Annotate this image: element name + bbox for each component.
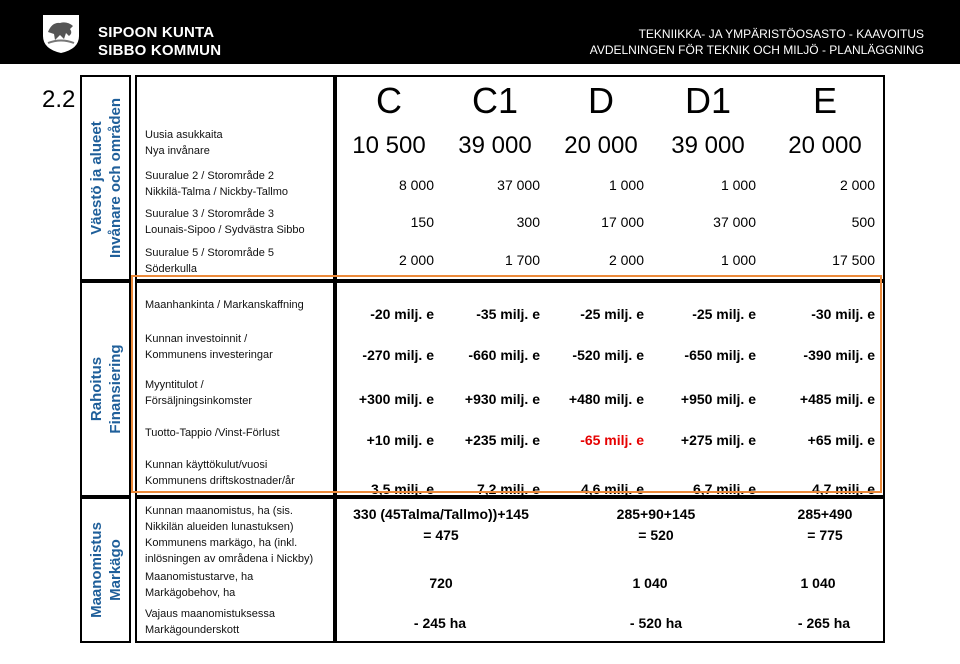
row-label-land-ownership: Kunnan maanomistus, ha (sis. Nikkilän alueiden lunastuksen) Kommunens markägo, ha (inkl. inlösningen av områdena i Nickby) — [145, 505, 314, 565]
section-financing — [80, 281, 131, 497]
operating-costs-c: 3,5 milj. e — [370, 481, 434, 497]
subarea-5-d1: 1 000 — [720, 252, 756, 268]
operating-costs-e: 4,7 milj. e — [811, 481, 875, 497]
operating-costs-d: 4,6 milj. e — [580, 481, 644, 497]
subarea-3-c: 150 — [410, 214, 434, 230]
operating-costs-c1: 7,2 milj. e — [476, 481, 540, 497]
profit-loss-c1: +235 milj. e — [464, 432, 540, 448]
new-residents-c1: 39 000 — [458, 132, 532, 159]
row-label-land-shortage: Vajaus maanomistuksessa Markägounderskott — [145, 608, 276, 636]
department-fi: TEKNIIKKA- JA YMPÄRISTÖOSASTO - KAAVOITUS — [638, 27, 924, 41]
sales-income-c1: +930 milj. e — [464, 391, 540, 407]
new-residents-d1: 39 000 — [671, 132, 745, 159]
land-demand-c: 720 — [429, 575, 453, 591]
land-shortage-e: - 265 ha — [797, 615, 851, 631]
row-label-subarea-3: Suuralue 3 / Storområde 3 Lounais-Sipoo / Sydvästra Sibbo — [145, 208, 305, 236]
column-header-d: D — [588, 80, 614, 121]
profit-loss-c: +10 milj. e — [366, 432, 434, 448]
land-shortage-c: - 245 ha — [413, 615, 467, 631]
land-acquisition-d: -25 milj. e — [580, 306, 644, 322]
org-name-sv: SIBBO KOMMUN — [98, 42, 222, 59]
section-population — [80, 75, 131, 281]
operating-costs-d1: 6,7 milj. e — [692, 481, 756, 497]
row-label-new-residents: Uusia asukkaita Nya invånare — [145, 129, 223, 157]
land-demand-d: 1 040 — [632, 575, 668, 591]
column-header-e: E — [812, 80, 838, 121]
column-header-c1: C1 — [471, 80, 519, 121]
new-residents-c: 10 500 — [352, 132, 426, 159]
land-ownership-e: 285+490 = 775 — [797, 506, 853, 543]
land-shortage-d: - 520 ha — [629, 615, 683, 631]
investments-d: -520 milj. e — [572, 347, 644, 363]
section-financing-label: Rahoitus Finansiering — [87, 344, 124, 434]
row-label-land-demand: Maanomistustarve, ha Markägobehov, ha — [145, 571, 254, 599]
subarea-2-c1: 37 000 — [497, 177, 540, 193]
profit-loss-d1: +275 milj. e — [680, 432, 756, 448]
org-name-fi: SIPOON KUNTA — [98, 24, 215, 41]
profit-loss-d: -65 milj. e — [580, 432, 644, 448]
column-header-c: C — [376, 80, 402, 121]
subarea-2-d: 1 000 — [608, 177, 644, 193]
sales-income-c: +300 milj. e — [358, 391, 434, 407]
investments-c1: -660 milj. e — [468, 347, 540, 363]
section-land-label: Maanomistus Markägo — [87, 522, 124, 618]
row-label-investments: Kunnan investoinnit / Kommunens investeringar — [145, 333, 273, 361]
column-header-d1: D1 — [684, 80, 732, 121]
coat-of-arms-icon — [40, 12, 82, 54]
row-label-profit-loss: Tuotto-Tappio /Vinst-Förlust — [145, 427, 280, 439]
land-acquisition-c1: -35 milj. e — [476, 306, 540, 322]
section-population-label: Väestö ja alueet Invånare och områden — [87, 97, 124, 259]
sales-income-d: +480 milj. e — [568, 391, 644, 407]
row-label-operating-costs: Kunnan käyttökulut/vuosi Kommunens driftskostnader/år — [145, 459, 295, 487]
new-residents-d: 20 000 — [564, 132, 638, 159]
subarea-2-d1: 1 000 — [720, 177, 756, 193]
subarea-5-c: 2 000 — [398, 252, 434, 268]
subarea-5-d: 2 000 — [608, 252, 644, 268]
sales-income-d1: +950 milj. e — [680, 391, 756, 407]
subarea-3-d1: 37 000 — [713, 214, 756, 230]
land-acquisition-d1: -25 milj. e — [692, 306, 756, 322]
land-acquisition-c: -20 milj. e — [370, 306, 434, 322]
section-land — [80, 497, 131, 643]
investments-d1: -650 milj. e — [684, 347, 756, 363]
slide-number: 2.2 — [42, 86, 76, 113]
investments-e: -390 milj. e — [803, 347, 875, 363]
profit-loss-e: +65 milj. e — [807, 432, 875, 448]
land-ownership-d: 285+90+145 = 520 — [616, 506, 696, 543]
row-label-subarea-2: Suuralue 2 / Storområde 2 Nikkilä-Talma / Nickby-Tallmo — [145, 170, 289, 198]
financing-highlight-frame — [131, 275, 882, 493]
department-sv: AVDELNINGEN FÖR TEKNIK OCH MILJÖ - PLANLÄGGNING — [589, 43, 924, 57]
land-ownership-c: 330 (45Talma/Tallmo))+145 = 475 — [353, 506, 529, 543]
land-demand-e: 1 040 — [800, 575, 836, 591]
new-residents-e: 20 000 — [788, 132, 862, 159]
subarea-3-d: 17 000 — [601, 214, 644, 230]
subarea-2-e: 2 000 — [839, 177, 875, 193]
subarea-2-c: 8 000 — [398, 177, 434, 193]
subarea-3-e: 500 — [851, 214, 875, 230]
row-label-land-acquisition: Maanhankinta / Markanskaffning — [145, 299, 304, 311]
subarea-5-e: 17 500 — [832, 252, 875, 268]
land-acquisition-e: -30 milj. e — [811, 306, 875, 322]
subarea-3-c1: 300 — [516, 214, 540, 230]
row-label-sales-income: Myyntitulot / Försäljningsinkomster — [145, 379, 252, 407]
investments-c: -270 milj. e — [362, 347, 434, 363]
header-band — [0, 0, 960, 64]
row-label-subarea-5: Suuralue 5 / Storområde 5 Söderkulla — [145, 247, 275, 275]
subarea-5-c1: 1 700 — [504, 252, 540, 268]
sales-income-e: +485 milj. e — [799, 391, 875, 407]
